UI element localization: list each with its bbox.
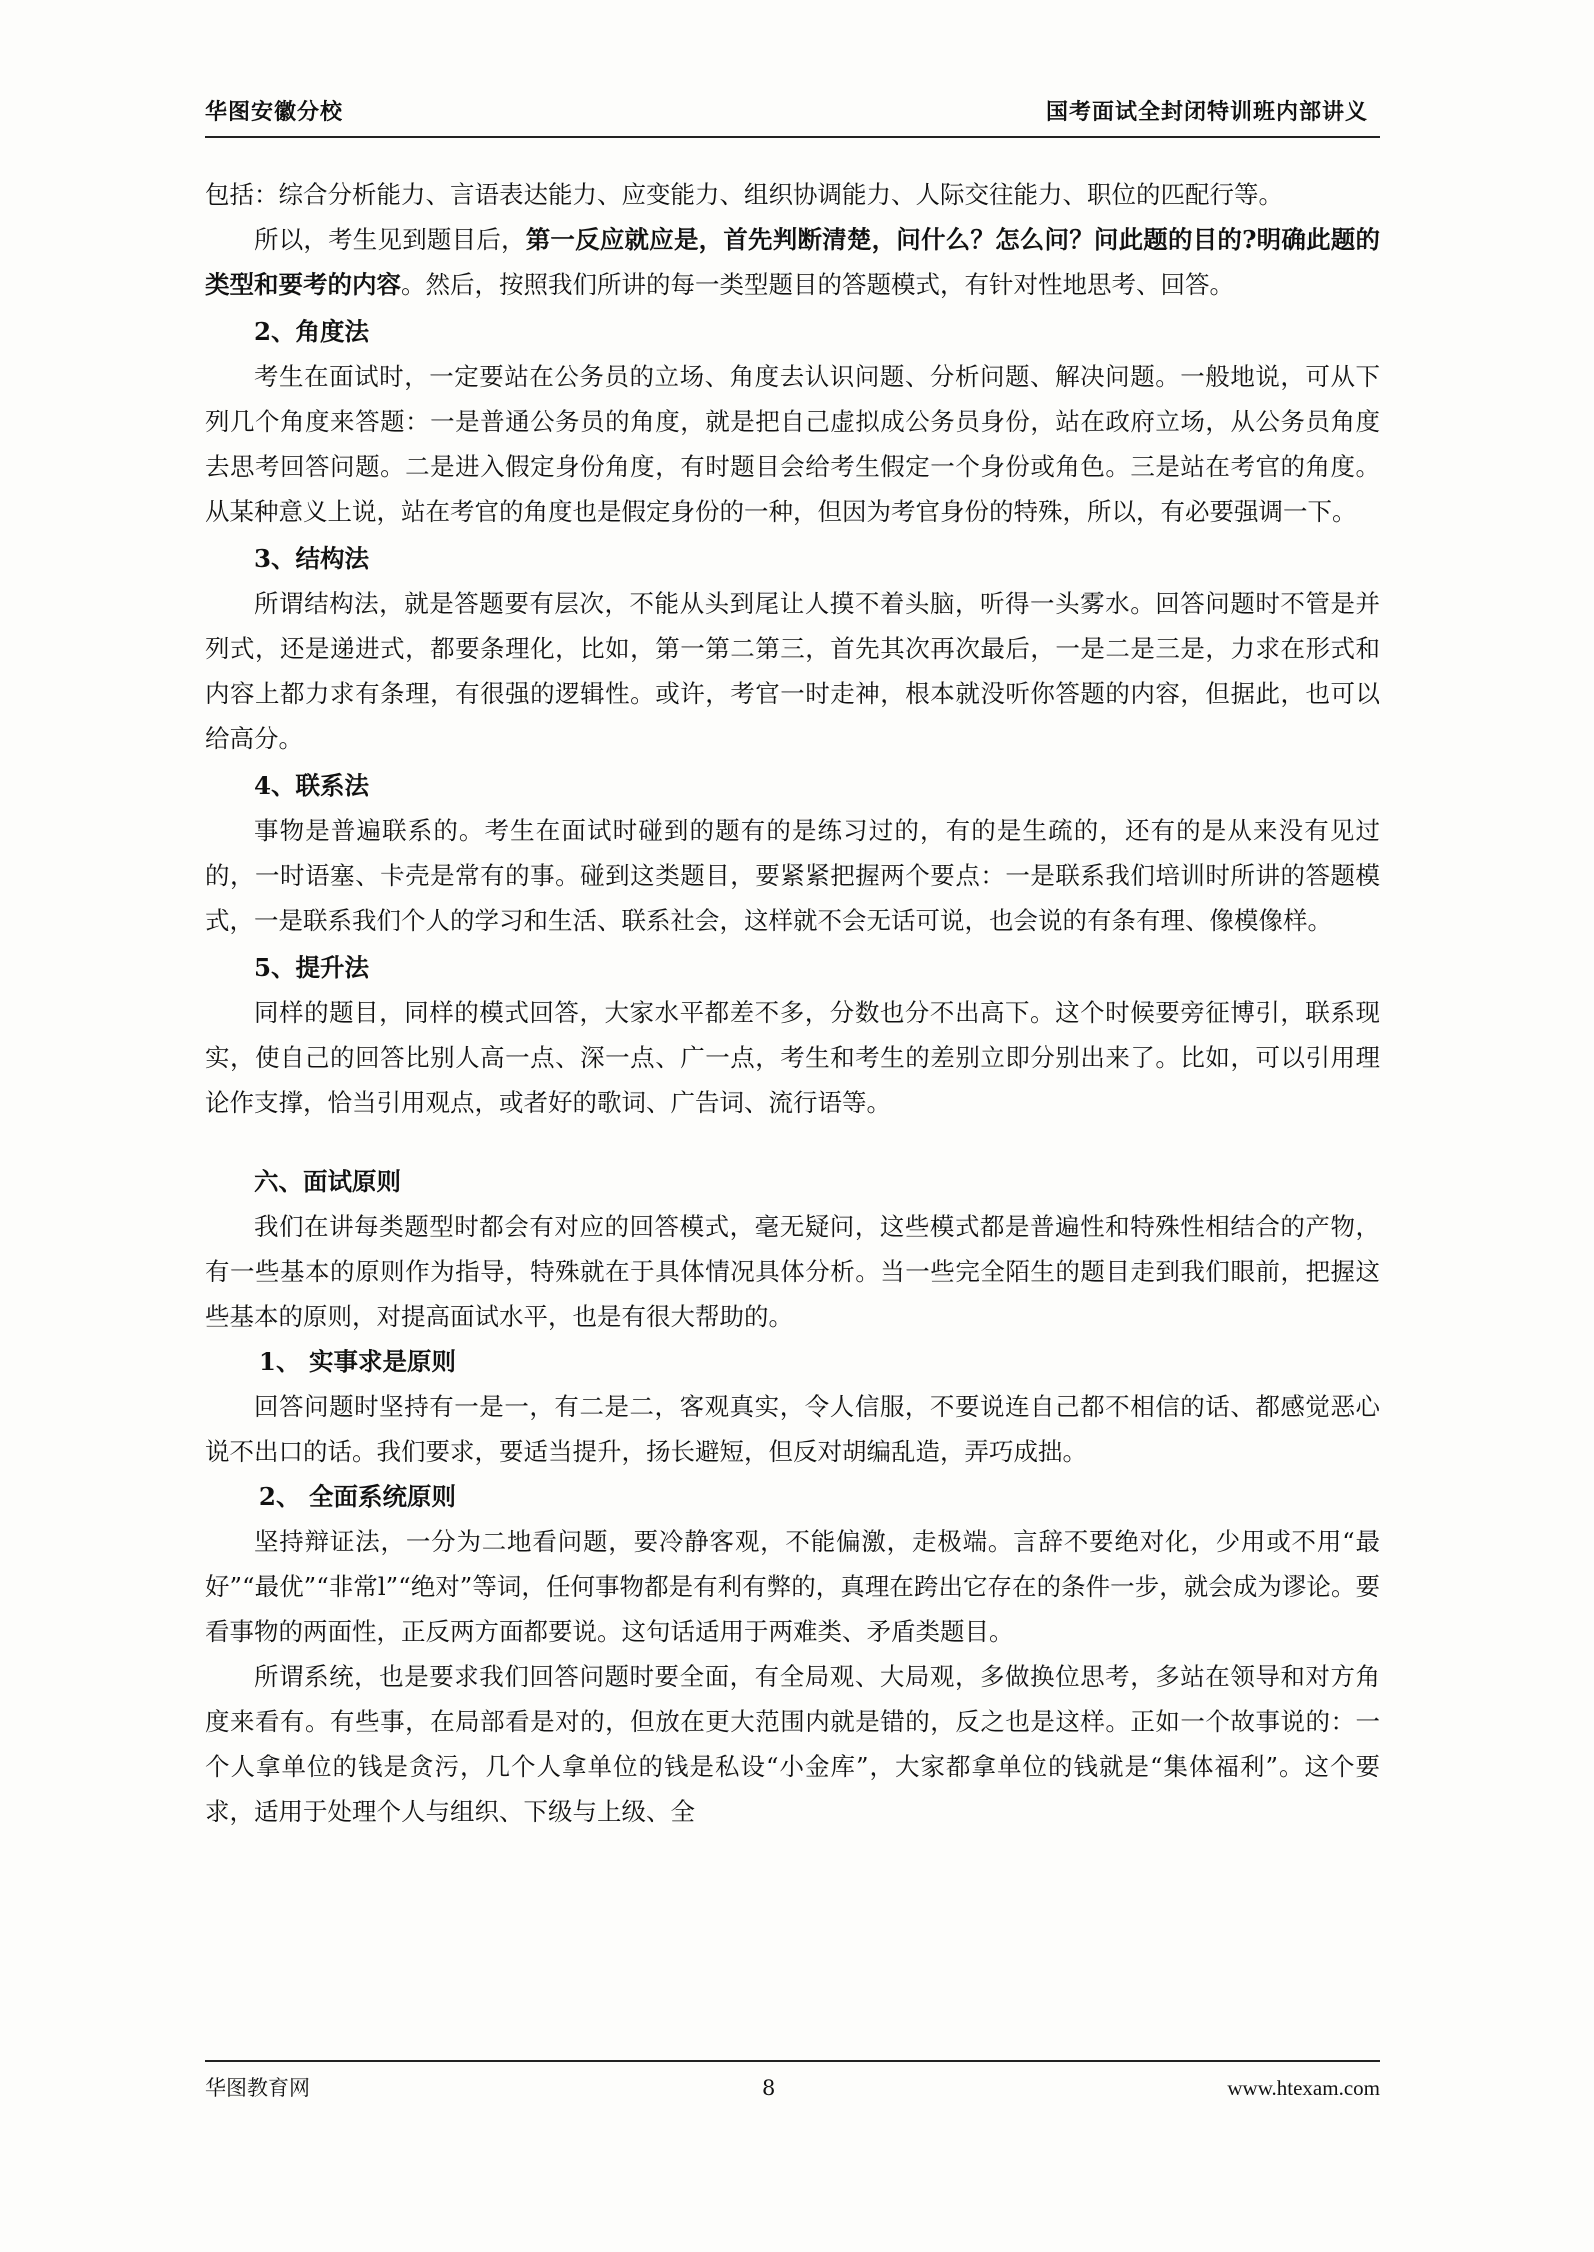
paragraph-first-reaction-part3: 。然后，按照我们所讲的每一类型题目的答题模式，有针对性地思考、回答。: [401, 270, 1234, 299]
heading-structure-method: 3、结构法: [254, 544, 370, 573]
paragraph-intro: 包括：综合分析能力、言语表达能力、应变能力、组织协调能力、人际交往能力、职位的匹配行等。: [205, 180, 1283, 209]
heading-angle-method: 2、角度法: [254, 317, 370, 346]
footer-divider: [205, 2060, 1380, 2062]
document-body: [205, 172, 1380, 1834]
footer-website: www.htexam.com: [1227, 2076, 1380, 2100]
footer-left-text: 华图教育网: [205, 2076, 310, 2100]
heading-elevation-method: 5、提升法: [254, 953, 370, 982]
paragraph-angle-method: 考生在面试时，一定要站在公务员的立场、角度去认识问题、分析问题、解决问题。一般地说，可从下列几个角度来答题：一是普通公务员的角度，就是把自己虚拟成公务员身份，站在政府立场，从公务员角度去思考回答问题。二是进入假定身份角度，有时题目会给考生假定一个身份或角色。三是站在考官的角度。从某种意义上说，站在考官的角度也是假定身份的一种，但因为考官身份的特殊，所以，有必要强调一下。: [205, 362, 1380, 526]
paragraph-first-reaction: [205, 217, 1380, 307]
paragraph-first-reaction-bold: 第一反应就应是，首先判断清楚，问什么？怎么问？问此题的目的?明确此题的类型和要考的内容: [205, 225, 1380, 299]
page-footer: [205, 2072, 1380, 2102]
paragraph-first-reaction-part1: 所以，考生见到题目后，: [254, 225, 526, 254]
paragraph-seek-truth-principle: 回答问题时坚持有一是一，有二是二，客观真实，令人信服，不要说连自己都不相信的话、都感觉恶心说不出口的话。我们要求，要适当提升，扬长避短，但反对胡编乱造，弄巧成拙。: [205, 1392, 1380, 1466]
page-content: [205, 95, 1380, 1834]
heading-interview-principles: 六、面试原则: [254, 1167, 401, 1196]
paragraph-connection-method: 事物是普遍联系的。考生在面试时碰到的题有的是练习过的，有的是生疏的，还有的是从来没有见过的，一时语塞、卡壳是常有的事。碰到这类题目，要紧紧把握两个要点：一是联系我们培训时所讲的答题模式，一是联系我们个人的学习和生活、联系社会，这样就不会无话可说，也会说的有条有理、像模像样。: [205, 816, 1380, 935]
paragraph-dialectics: 坚持辩证法，一分为二地看问题，要冷静客观，不能偏激，走极端。言辞不要绝对化，少用或不用“最好”“最优”“非常l”“绝对”等词，任何事物都是有利有弊的，真理在跨出它存在的条件一步，就会成为谬论。要看事物的两面性，正反两方面都要说。这句话适用于两难类、矛盾类题目。: [205, 1527, 1380, 1646]
header-left-text: 华图安徽分校: [205, 99, 344, 125]
header-divider: [205, 136, 1380, 138]
paragraph-structure-method: 所谓结构法，就是答题要有层次，不能从头到尾让人摸不着头脑，听得一头雾水。回答问题时不管是并列式，还是递进式，都要条理化，比如，第一第二第三，首先其次再次最后，一是二是三是，力求在形式和内容上都力求有条理，有很强的逻辑性。或许，考官一时走神，根本就没听你答题的内容，但据此，也可以给高分。: [205, 589, 1380, 753]
paragraph-interview-principles: 我们在讲每类题型时都会有对应的回答模式，毫无疑问，这些模式都是普遍性和特殊性相结合的产物，有一些基本的原则作为指导，特殊就在于具体情况具体分析。当一些完全陌生的题目走到我们眼前，把握这些基本的原则，对提高面试水平，也是有很大帮助的。: [205, 1212, 1380, 1331]
heading-connection-method: 4、联系法: [254, 771, 370, 800]
paragraph-system: 所谓系统，也是要求我们回答问题时要全面，有全局观、大局观，多做换位思考，多站在领导和对方角度来看有。有些事，在局部看是对的，但放在更大范围内就是错的，反之也是这样。正如一个故事说的：一个人拿单位的钱是贪污，几个人拿单位的钱是私设“小金库”，大家都拿单位的钱就是“集体福利”。这个要求，适用于处理个人与组织、下级与上级、全: [205, 1662, 1380, 1826]
header-right-text: 国考面试全封闭特训班内部讲义: [1045, 99, 1368, 125]
paragraph-elevation-method: 同样的题目，同样的模式回答，大家水平都差不多，分数也分不出高下。这个时候要旁征博引，联系现实，使自己的回答比别人高一点、深一点、广一点，考生和考生的差别立即分别出来了。比如，可以引用理论作支撑，恰当引用观点，或者好的歌词、广告词、流行语等。: [205, 998, 1380, 1117]
page-header: [205, 95, 1380, 134]
page-number: 8: [762, 2076, 776, 2100]
heading-comprehensive-system-principle: 2、 全面系统原则: [258, 1482, 456, 1511]
heading-seek-truth-principle: 1、 实事求是原则: [258, 1347, 456, 1376]
